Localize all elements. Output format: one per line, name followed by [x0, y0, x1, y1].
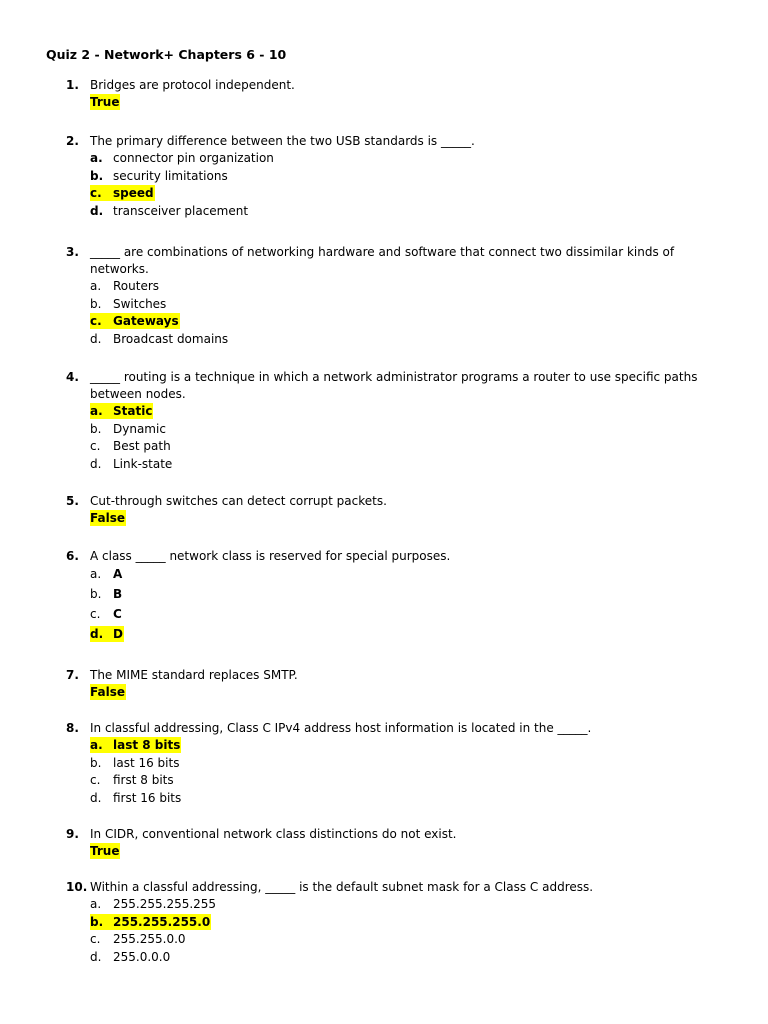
option-d: d. Link-state	[90, 456, 173, 471]
option-d: d. Broadcast domains	[90, 331, 229, 346]
option-b: b. Dynamic	[90, 421, 166, 436]
question-stem: In classful addressing, Class C IPv4 address host information is located in the _____.	[90, 721, 592, 735]
option-a: a. 255.255.255.255	[90, 897, 217, 911]
option-c-correct: c. speed	[90, 186, 154, 200]
option-a: a. connector pin organization	[90, 151, 274, 165]
question-stem: Within a classful addressing, _____ is the default subnet mask for a Class C address.	[90, 880, 594, 894]
question-number: 1.	[66, 78, 79, 92]
option-c: c. 255.255.0.0	[90, 932, 186, 946]
answer-true: True	[90, 95, 120, 109]
answer-false: False	[90, 511, 125, 525]
question-stem: _____ are combinations of networking hardware and software that connect two dissimilar kinds of	[90, 245, 675, 259]
question-number: 5.	[66, 494, 79, 508]
question-number: 4.	[66, 370, 79, 384]
option-c: c. Best path	[90, 439, 171, 453]
question-stem: The primary difference between the two USB standards is _____.	[90, 134, 475, 148]
question-number: 7.	[66, 668, 79, 682]
option-b: b. Switches	[90, 296, 167, 311]
question-stem: _____ routing is a technique in which a network administrator programs a router to use specific paths	[90, 370, 698, 384]
option-c-correct: c. Gateways	[90, 314, 179, 328]
option-d-correct: d. D	[90, 627, 123, 641]
question-stem: Bridges are protocol independent.	[90, 78, 295, 92]
option-d: d. 255.0.0.0	[90, 949, 171, 964]
option-a: a. Routers	[90, 279, 160, 293]
question-stem: In CIDR, conventional network class distinctions do not exist.	[90, 827, 457, 841]
option-b: b. security limitations	[90, 168, 228, 183]
question-stem-continued: between nodes.	[90, 387, 186, 401]
question-stem-continued: networks.	[90, 262, 149, 276]
answer-true: True	[90, 844, 120, 858]
question-stem: Cut-through switches can detect corrupt packets.	[90, 494, 387, 508]
question-number: 2.	[66, 134, 79, 148]
question-number: 10.	[66, 880, 88, 894]
option-b: b. last 16 bits	[90, 755, 180, 770]
option-b-correct: b. 255.255.255.0	[90, 914, 211, 929]
question-number: 6.	[66, 549, 79, 563]
option-c: c. first 8 bits	[90, 773, 174, 787]
option-d: d. transceiver placement	[90, 203, 249, 218]
answer-false: False	[90, 685, 125, 699]
option-a: a. A	[90, 567, 123, 581]
page-title: Quiz 2 - Network+ Chapters 6 - 10	[46, 47, 287, 62]
question-stem: A class _____ network class is reserved for special purposes.	[90, 549, 451, 563]
option-a-correct: a. Static	[90, 404, 153, 418]
question-number: 8.	[66, 721, 79, 735]
question-number: 3.	[66, 245, 79, 259]
question-stem: The MIME standard replaces SMTP.	[90, 668, 298, 682]
question-number: 9.	[66, 827, 79, 841]
option-b: b. B	[90, 586, 123, 601]
option-c: c. C	[90, 607, 122, 621]
option-d: d. first 16 bits	[90, 790, 182, 805]
option-a-correct: a. last 8 bits	[90, 738, 181, 752]
